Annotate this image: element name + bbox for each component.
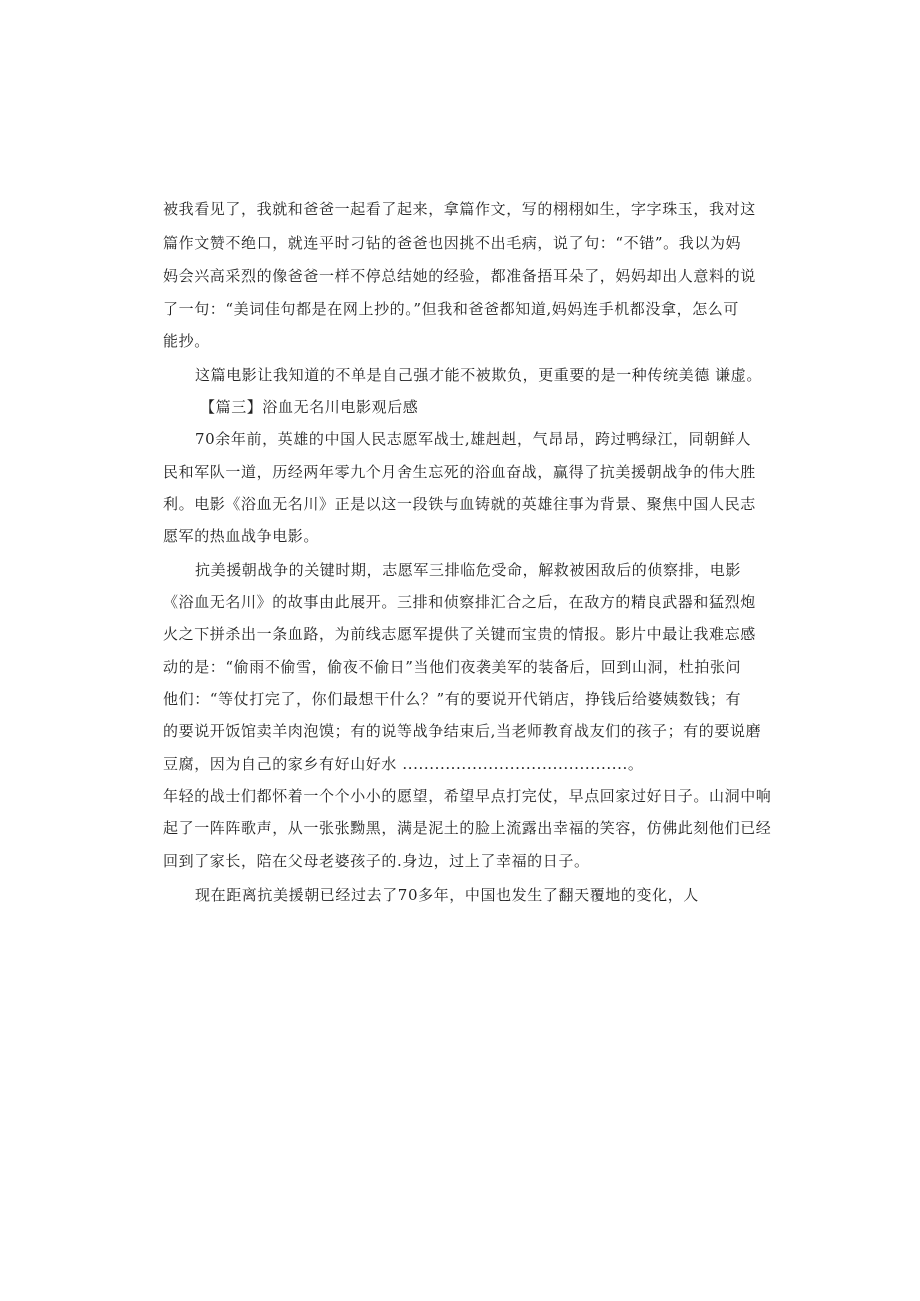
text-line: 火之下拼杀出一条血路，为前线志愿军提供了关键而宝贵的情报。影片中最让我难忘感 [163, 625, 756, 643]
text-line: 能抄。 [163, 332, 210, 350]
text-line: 愿军的热血战争电影。 [163, 527, 320, 545]
text-line: 起了一阵阵歌声，从一张张黝黑，满是泥土的脸上流露出幸福的笑容，仿佛此刻他们已经 [163, 819, 772, 837]
text-line: 年轻的战士们都怀着一个个小小的愿望，希望早点打完仗，早点回家过好日子。山洞中响 [163, 787, 772, 805]
text-line: 篇作文赞不绝口，就连平时刁钻的爸爸也因挑不出毛病，说了句：“不错”。我以为妈 [163, 234, 742, 252]
text-line: 了一句：“美词佳句都是在网上抄的。”但我和爸爸都知道,妈妈连手机都没拿，怎么可 [163, 300, 740, 318]
text-line: 回到了家长，陪在父母老婆孩子的.身边，过上了幸福的日子。 [163, 852, 590, 870]
text-line: 《浴血无名川》的故事由此展开。三排和侦察排汇合之后，在敌方的精良武器和猛烈炮 [163, 593, 756, 611]
section-heading: 【篇三】浴血无名川电影观后感 [200, 398, 419, 416]
text-line: 现在距离抗美援朝已经过去了70多年，中国也发生了翻天覆地的变化，人 [195, 886, 699, 904]
text-line: 的要说开饭馆卖羊肉泡馍；有的说等战争结束后,当老师教育战友们的孩子；有的要说磨 [163, 722, 762, 740]
text-line: 动的是：“偷雨不偷雪，偷夜不偷日”当他们夜袭美军的装备后，回到山洞，杜拍张问 [163, 658, 742, 676]
text-line: 70余年前，英雄的中国人民志愿军战士,雄赳赳，气昂昂，跨过鸭绿江，同朝鲜人 [195, 430, 752, 448]
text-line: 豆腐，因为自己的家乡有好山好水 ..........................................。 [163, 755, 644, 773]
text-line: 抗美援朝战争的关键时期，志愿军三排临危受命，解救被困敌后的侦察排，电影 [195, 561, 742, 579]
text-line: 他们：“等仗打完了，你们最想干什么？”有的要说开代销店，挣钱后给婆姨数钱；有 [163, 690, 742, 708]
text-line: 利。电影《浴血无名川》正是以这一段铁与血铸就的英雄往事为背景、聚焦中国人民志 [163, 495, 756, 513]
text-line: 妈会兴高采烈的像爸爸一样不停总结她的经验，都准备捂耳朵了，妈妈却出人意料的说 [163, 267, 756, 285]
text-line: 被我看见了，我就和爸爸一起看了起来，拿篇作文，写的栩栩如生，字字珠玉，我对这 [163, 200, 756, 218]
text-line: 民和军队一道，历经两年零九个月舍生忘死的浴血奋战，赢得了抗美援朝战争的伟大胜 [163, 463, 756, 481]
text-line: 这篇电影让我知道的不单是自己强才能不被欺负，更重要的是一种传统美德 谦虚。 [195, 366, 762, 384]
